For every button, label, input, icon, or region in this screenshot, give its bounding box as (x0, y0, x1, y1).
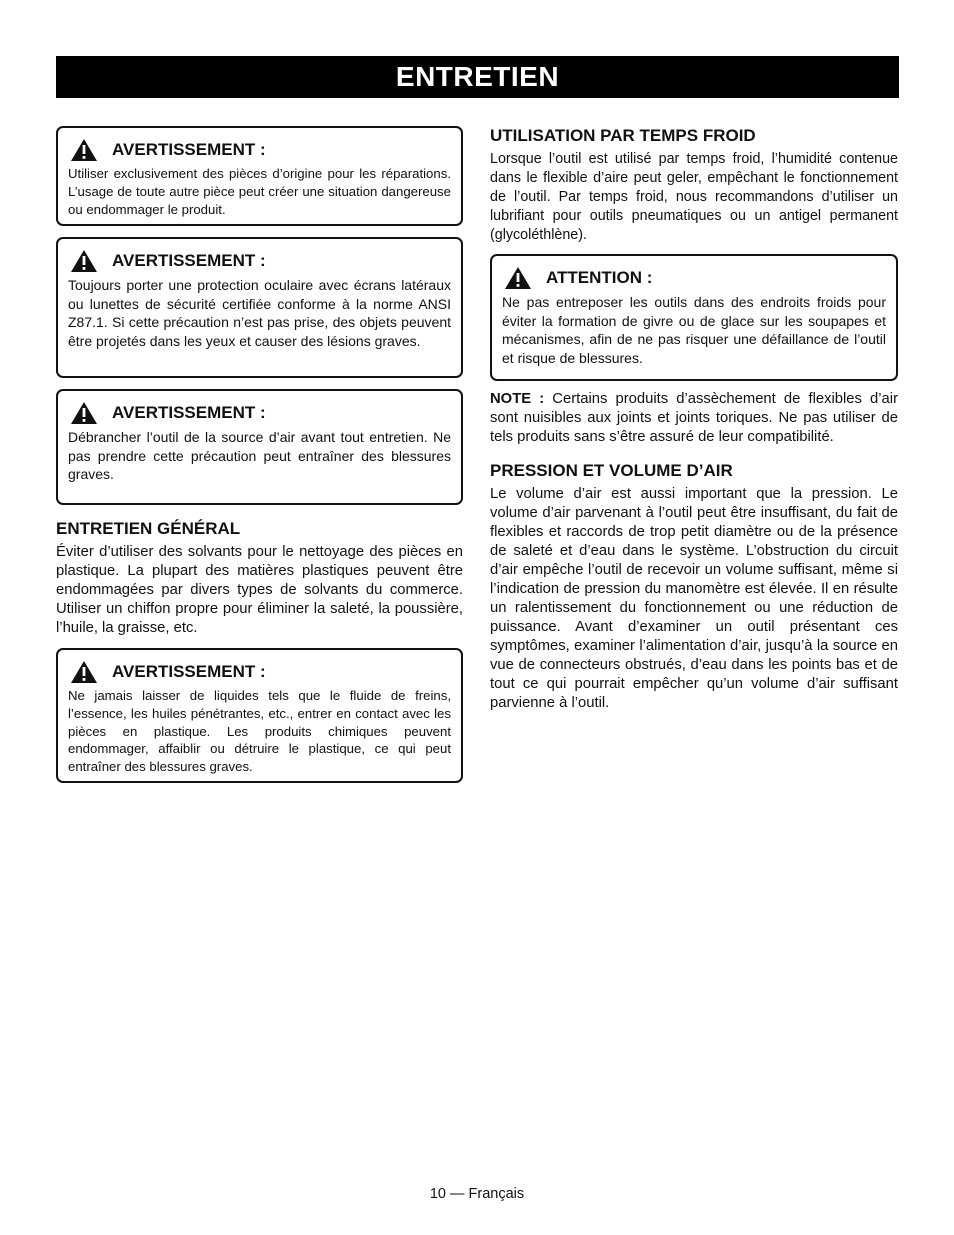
warning-title: AVERTISSEMENT : (112, 140, 266, 159)
warning-text: Ne jamais laisser de liquides tels que le fluide de freins, l’essence, les huiles pénétrantes, etc., entrer en contact avec les pièces en plastique. Les produits chimiques peuvent endommager, affaiblir ou détruire le plastique, ce qui peut entraîner des blessures graves. (68, 688, 451, 775)
attention-header (504, 266, 886, 290)
attention-box-cold-storage (490, 254, 898, 381)
warning-triangle-icon (70, 401, 98, 425)
warning-header (70, 138, 451, 162)
note-text: Certains produits d’assèchement de flexibles d’air sont nuisibles aux joints et joints toriques. Ne pas utiliser de tels produits sans s’être assuré de leur compatibilité. (490, 391, 898, 445)
page-title: ENTRETIEN (395, 61, 560, 92)
right-column (490, 126, 898, 713)
warning-triangle-icon (70, 138, 98, 162)
section-heading-air-pressure: PRESSION ET VOLUME D’AIR (490, 461, 733, 480)
section-heading-cold-weather: UTILISATION PAR TEMPS FROID (490, 126, 756, 145)
attention-text: Ne pas entreposer les outils dans des endroits froids pour éviter la formation de givre ou de glace sur les soupapes et mécanismes, afin de ne pas risquer une défaillance de l’outil et risque de blessures. (502, 294, 886, 366)
warning-header (70, 401, 451, 425)
air-pressure-text: Le volume d’air est aussi important que la pression. Le volume d’air parvenant à l’outil peut être insuffisant, du fait de flexibles et raccords de trop petit diamètre ou de la présence de saleté et d’eau dans le système. L’obstruction du circuit d’air empêche l’outil de recevoir un volume suffisant, même si l’indication de pression du manomètre est élevée. Il en résulte un ralentissement du fonctionnement ou une réduction de puissance. Avant d’examiner un outil présentant ces symptômes, examiner l’alimentation d’air, jusqu’à la source en vue de connecteurs obstrués, d’eau dans les points bas et de tout ce qui pourrait empêcher qu’un volume d’air suffisant parvienne à l’outil. (490, 486, 898, 711)
attention-title: ATTENTION : (546, 268, 653, 287)
warning-box-liquids (56, 648, 463, 783)
cold-weather-text: Lorsque l’outil est utilisé par temps froid, l’humidité contenue dans le flexible d’aire peut geler, empêchant le fonctionnement de l’outil. Par temps froid, nous recommandons d’utiliser un lubrifiant pour outils pneumatiques ou un antigel permanent (glycoléthlène). (490, 151, 898, 243)
warning-triangle-icon (504, 266, 532, 290)
note-label: NOTE : (490, 391, 545, 407)
warning-text: Toujours porter une protection oculaire avec écrans latéraux ou lunettes de sécurité certifiée conforme à la norme ANSI Z87.1. Si cette précaution n’est pas prise, des objets peuvent être projetés dans les yeux et causer des lésions graves. (68, 277, 451, 349)
warning-header (70, 660, 451, 684)
warning-header (70, 249, 451, 273)
warning-triangle-icon (70, 660, 98, 684)
section-heading-general-maintenance: ENTRETIEN GÉNÉRAL (56, 519, 241, 538)
warning-title: AVERTISSEMENT : (112, 403, 266, 422)
warning-title: AVERTISSEMENT : (112, 251, 266, 270)
warning-text: Utiliser exclusivement des pièces d’origine pour les réparations. L’usage de toute autre pièce peut créer une situation dangereuse ou endommager le produit. (68, 166, 451, 217)
note-paragraph (490, 390, 898, 447)
page-footer: 10 — Français (429, 1186, 525, 1202)
general-maintenance-text: Éviter d’utiliser des solvants pour le nettoyage des pièces en plastique. La plupart des matières plastiques peuvent être endommagées par divers types de solvants du commerce. Utiliser un chiffon propre pour éliminer la saleté, la poussière, l’huile, la graisse, etc. (56, 544, 463, 636)
warning-text: Débrancher l’outil de la source d’air avant tout entretien. Ne pas prendre cette précaution peut entraîner des blessures graves. (68, 429, 451, 482)
warning-box-disconnect-air (56, 389, 463, 505)
warning-triangle-icon (70, 249, 98, 273)
page-title-bar (56, 56, 899, 98)
left-column (56, 126, 463, 794)
warning-box-original-parts (56, 126, 463, 226)
warning-title: AVERTISSEMENT : (112, 662, 266, 681)
warning-box-eye-protection (56, 237, 463, 378)
